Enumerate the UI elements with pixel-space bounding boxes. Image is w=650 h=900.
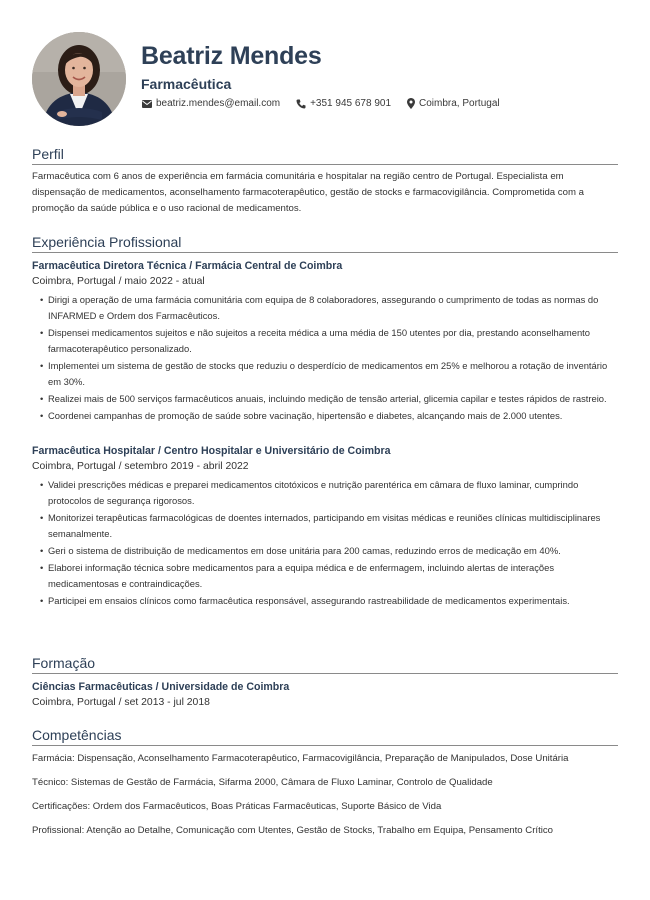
job-entry [32,259,618,424]
location-text: Coimbra, Portugal [419,98,500,109]
job-bullets [32,477,618,609]
job-bullets [32,292,618,424]
job-bullet: • Monitorizei terapêuticas farmacológicas de doentes internados, participando em visitas médicas e reuniões clínicas multidisciplinares semanalmente. [48,510,618,542]
avatar [32,32,126,126]
contact-email[interactable] [142,98,280,109]
skill-line: Profissional: Atenção ao Detalhe, Comunicação com Utentes, Gestão de Stocks, Trabalho em Equipa, Pensamento Crítico [32,825,554,836]
candidate-role: Farmacêutica [141,76,232,92]
section-title-formacao: Formação [32,655,618,674]
resume-header [32,30,622,126]
job-bullet: • Geri o sistema de distribuição de medicamentos em dose unitária para 200 camas, reduzindo erros de medicação em 40%. [48,543,618,559]
job-meta: Coimbra, Portugal / maio 2022 - atual [32,276,205,287]
candidate-name: Beatriz Mendes [141,42,322,70]
experience-section [32,234,618,610]
section-title-experiencia: Experiência Profissional [32,234,618,253]
contact-location [407,98,500,109]
skills-list [32,752,618,838]
education-entry [32,680,618,710]
job-bullet: • Elaborei informação técnica sobre medicamentos para a equipa médica e de enfermagem, incluindo alertas de interações medicamentosas e contraindicações. [48,560,618,592]
job-bullet: • Dirigi a operação de uma farmácia comunitária com equipa de 8 colaboradores, assegurando o cumprimento de todas as normas do INFARMED e Ordem dos Farmacêuticos. [48,292,618,324]
contact-bar [142,98,516,109]
profile-section [32,146,618,217]
location-pin-icon [407,98,415,109]
section-title-perfil: Perfil [32,146,618,165]
job-bullet: • Realizei mais de 500 serviços farmacêuticos anuais, incluindo medição de tensão arterial, glicemia capilar e testes rápidos de rastreio. [48,391,618,407]
skill-line: Técnico: Sistemas de Gestão de Farmácia, Sifarma 2000, Câmara de Fluxo Laminar, Controlo de Qualidade [32,777,493,788]
skill-line: Certificações: Ordem dos Farmacêuticos, Boas Práticas Farmacêuticas, Suporte Básico de Vida [32,801,442,812]
mail-icon [142,100,152,108]
job-meta: Coimbra, Portugal / setembro 2019 - abril 2022 [32,461,249,472]
job-bullet: • Dispensei medicamentos sujeitos e não sujeitos a receita médica a uma média de 150 utentes por dia, prestando aconselhamento farmacoterapêutico personalizado. [48,325,618,357]
phone-text: +351 945 678 901 [310,98,392,109]
job-bullet: • Implementei um sistema de gestão de stocks que reduziu o desperdício de medicamentos em 25% e melhorou a rotação de inventário em 30%. [48,358,618,390]
job-heading: Farmacêutica Hospitalar / Centro Hospitalar e Universitário de Coimbra [32,445,391,457]
job-bullet: • Participei em ensaios clínicos como farmacêutica responsável, assegurando rastreabilidade de medicamentos experimentais. [48,593,618,609]
phone-icon [296,99,306,109]
contact-phone[interactable] [296,98,391,109]
portrait-image [32,32,126,126]
skill-line: Farmácia: Dispensação, Aconselhamento Farmacoterapêutico, Farmacovigilância, Preparação de Manipulados, Dose Unitária [32,753,569,764]
education-meta: Coimbra, Portugal / set 2013 - jul 2018 [32,697,210,708]
education-heading: Ciências Farmacêuticas / Universidade de Coimbra [32,681,290,693]
job-entry [32,444,618,609]
education-section [32,655,618,713]
profile-summary: Farmacêutica com 6 anos de experiência em farmácia comunitária e hospitalar na região centro de Portugal. Especialista em dispensação de medicamentos, aconselhamento farmacoterapêutico, gestão de stocks e farmacovigilância. Comprometida com a promoção da saúde pública e o uso racional de medicamentos. [32,171,584,214]
email-text: beatriz.mendes@email.com [156,98,281,109]
section-title-competencias: Competências [32,727,618,746]
job-bullet: • Coordenei campanhas de promoção de saúde sobre vacinação, hipertensão e diabetes, alcançando mais de 2.000 utentes. [48,408,618,424]
skills-section [32,727,618,848]
job-bullet: • Validei prescrições médicas e preparei medicamentos citotóxicos e nutrição parentérica em câmara de fluxo laminar, cumprindo protocolos de segurança rigorosos. [48,477,618,509]
job-heading: Farmacêutica Diretora Técnica / Farmácia Central de Coimbra [32,260,343,272]
